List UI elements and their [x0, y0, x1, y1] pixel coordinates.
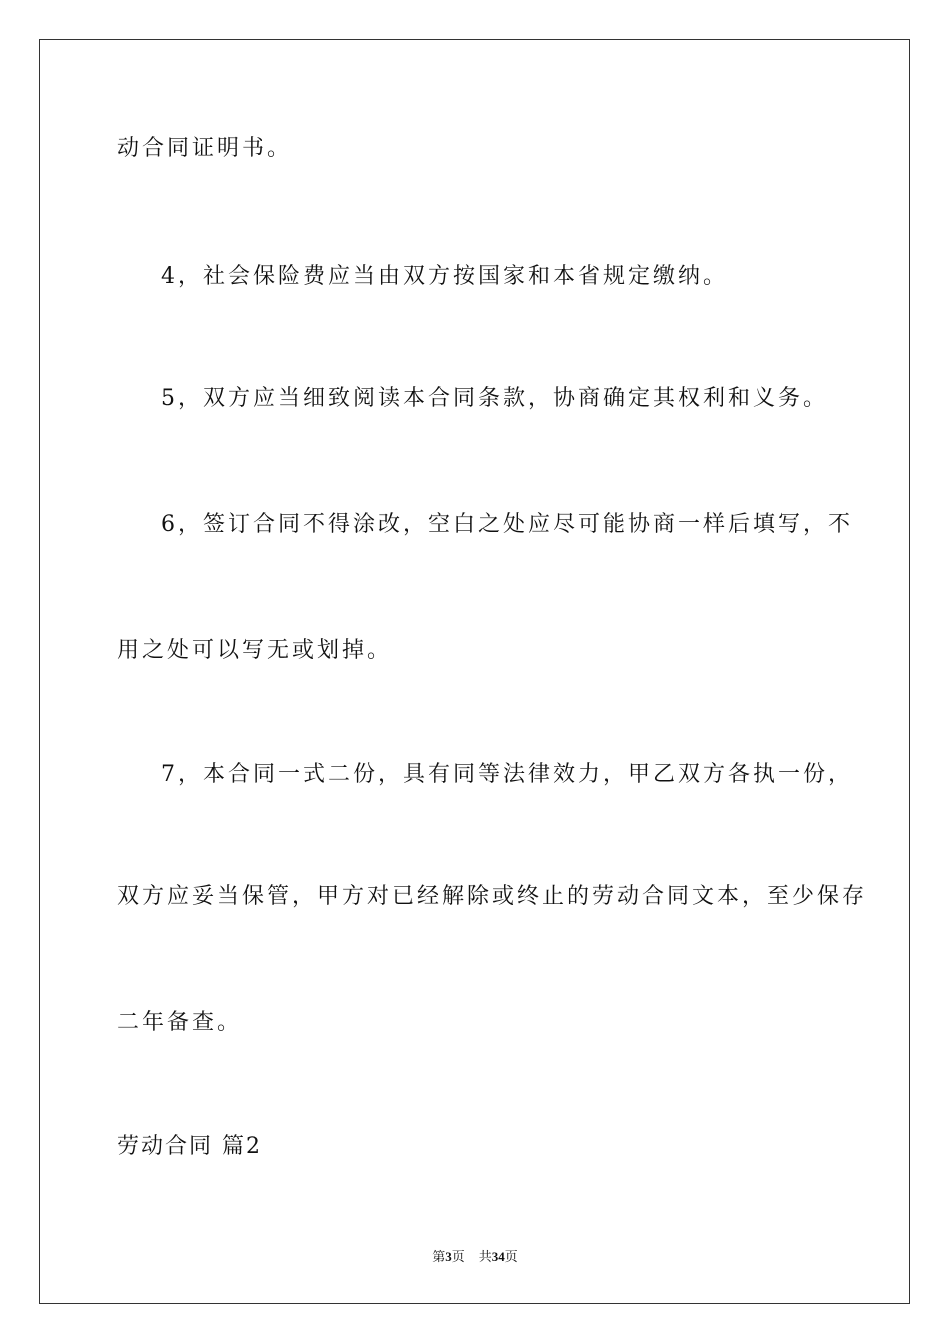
total-prefix: 共	[478, 1249, 492, 1264]
paragraph-line: 二年备查。	[117, 1010, 243, 1035]
paragraph-line: 双方应妥当保管，甲方对已经解除或终止的劳动合同文本，至少保存	[117, 884, 868, 909]
section-heading: 劳动合同 篇2	[117, 1134, 262, 1159]
paragraph-line: 7，本合同一式二份，具有同等法律效力，甲乙双方各执一份，	[161, 762, 853, 787]
paragraph-line: 动合同证明书。	[117, 136, 293, 161]
page-suffix: 页	[451, 1249, 465, 1264]
paragraph-line: 用之处可以写无或划掉。	[117, 638, 393, 663]
total-suffix: 页	[504, 1249, 518, 1264]
page-footer	[0, 1248, 950, 1266]
paragraph-line: 5，双方应当细致阅读本合同条款，协商确定其权利和义务。	[161, 386, 828, 411]
paragraph-line: 4，社会保险费应当由双方按国家和本省规定缴纳。	[161, 264, 728, 289]
paragraph-line: 6，签订合同不得涂改，空白之处应尽可能协商一样后填写，不	[161, 512, 853, 537]
page-prefix: 第	[432, 1249, 446, 1264]
total-pages: 34	[491, 1249, 505, 1264]
page-number: 3	[445, 1249, 452, 1264]
page-border	[39, 39, 910, 1304]
